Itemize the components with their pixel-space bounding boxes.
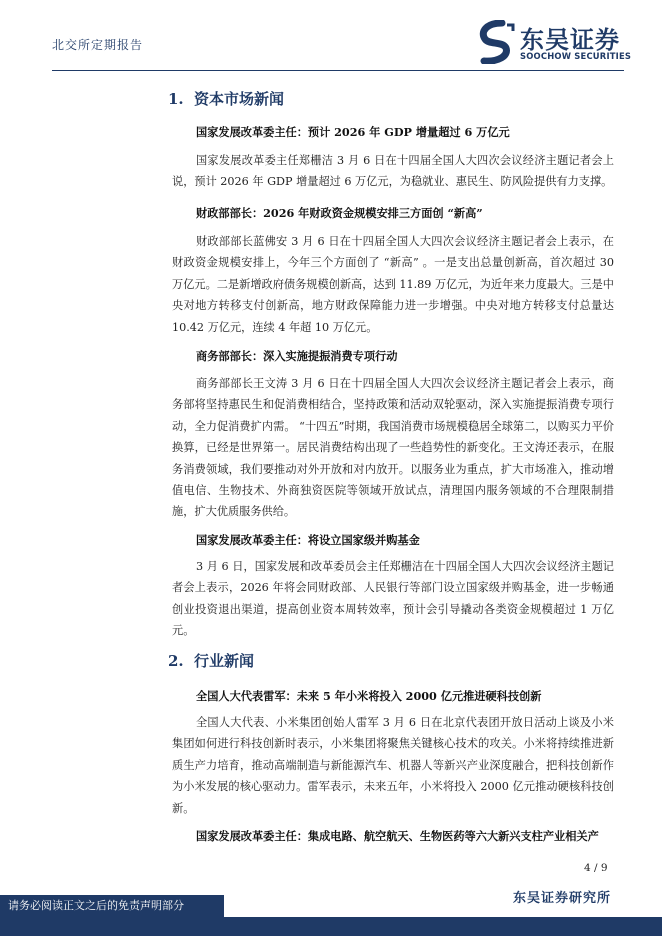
news-paragraph: 全国人大代表、小米集团创始人雷军 3 月 6 日在北京代表团开放日活动上谈及小米集团如何进行科技创新时表示，小米集团将聚焦关键核心技术的攻关。小米将持续推进新质生产力培育，推动高端制造与新能源汽车、机器人等新兴产业深度融合，把科技创新作为小米发展的核心驱动力。雷军表示，未来五年，小米将投入 2000 亿元推动硬核科技创新。	[172, 716, 614, 815]
soochow-logo-icon	[476, 20, 516, 64]
research-institute-name: 东吴证券研究所	[513, 891, 612, 906]
news-headline: 国家发展改革委主任：集成电路、航空航天、生物医药等六大新兴支柱产业相关产	[196, 829, 599, 843]
section-number: 1.	[168, 90, 184, 108]
section-heading	[168, 88, 284, 109]
section-heading	[168, 650, 254, 671]
news-headline: 商务部部长：深入实施提振消费专项行动	[196, 349, 398, 363]
header-divider	[52, 70, 624, 71]
company-logo	[476, 18, 632, 70]
news-paragraph: 国家发展改革委主任郑栅洁 3 月 6 日在十四届全国人大四次会议经济主题记者会上说，预计 2026 年 GDP 增量超过 6 万亿元，为稳就业、惠民生、防风险提供有力支撑。	[172, 154, 614, 189]
news-paragraph: 财政部部长蓝佛安 3 月 6 日在十四届全国人大四次会议经济主题记者会上表示，在财政资金规模安排上，今年三个方面创了 “新高” 。一是支出总量创新高，首次超过 30 万亿元。二是新增政府债务规模创新高，达到 11.89 万亿元，为近年来力度最大。三是中央对地方转移支付创新高，地方财政保障能力进一步增强。中央对地方转移支付总量达 10.42 万亿元，连续 4 年超 10 万亿元。	[172, 235, 614, 334]
news-paragraph: 商务部部长王文涛 3 月 6 日在十四届全国人大四次会议经济主题记者会上表示，商务部将坚持惠民生和促消费相结合，坚持政策和活动双轮驱动，深入实施提振消费专项行动，全力促消费扩内需。 “十四五”时期，我国消费市场规模稳居全球第二，以购买力平价换算，已经是世界第一。居民消费结构出现了一些趋势性的新变化。王文涛还表示，在服务消费领域，我们要推动对外开放和对内放开。以服务业为重点，扩大市场准入，推动增值电信、生物技术、外商独资医院等领域开放试点，清理国内服务领域的不合理限制措施，扩大优质服务供给。	[172, 377, 614, 519]
news-headline: 全国人大代表雷军：未来 5 年小米将投入 2000 亿元推进硬科技创新	[196, 689, 542, 703]
news-headline: 国家发展改革委主任：预计 2026 年 GDP 增量超过 6 万亿元	[196, 125, 510, 139]
news-paragraph: 3 月 6 日，国家发展和改革委员会主任郑栅洁在十四届全国人大四次会议经济主题记者会上表示，2026 年将会同财政部、人民银行等部门设立国家级并购基金，进一步畅通创业投资退出渠道，提高创业资本周转效率，预计会引导撬动各类资金规模超过 1 万亿元。	[172, 560, 614, 638]
news-headline: 财政部部长：2026 年财政资金规模安排三方面创 “新高”	[196, 206, 483, 220]
news-headline: 国家发展改革委主任：将设立国家级并购基金	[196, 533, 420, 547]
section-title: 行业新闻	[194, 652, 255, 670]
logo-english-name: SOOCHOW SECURITIES	[520, 51, 632, 61]
footer-bar	[0, 917, 662, 936]
section-number: 2.	[168, 652, 184, 670]
disclaimer-notice: 请务必阅读正文之后的免责声明部分	[0, 895, 224, 917]
report-type-label: 北交所定期报告	[52, 38, 144, 52]
section-title: 资本市场新闻	[194, 90, 285, 108]
logo-chinese-name: 东吴证券	[520, 26, 620, 54]
page-number: 4 / 9	[584, 862, 608, 874]
